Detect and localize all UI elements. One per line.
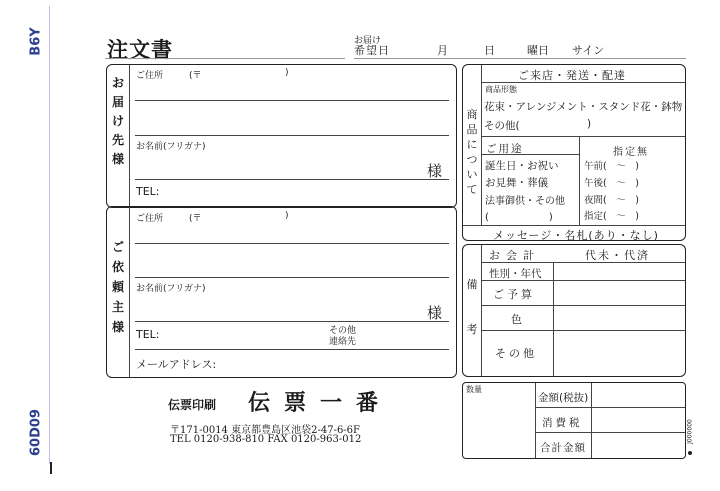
delivery-label-1: お届け <box>354 36 382 46</box>
delivery-label-2: 希望日 <box>354 44 390 57</box>
time-2: 午後( ～ ) <box>584 178 639 189</box>
purpose-2: お見舞・葬儀 <box>485 177 548 189</box>
remarks-side-label: 備 考 <box>466 278 478 336</box>
company-name: 伝票一番 <box>248 390 393 416</box>
address-label: ご住所 <box>136 71 164 81</box>
amount-label: 金額(税抜) <box>538 392 589 404</box>
qty-label: 数量 <box>466 385 482 394</box>
other-contact-label: 連絡先 <box>329 337 357 347</box>
company-phone: TEL 0120-938-810 FAX 0120-963-012 <box>170 434 362 445</box>
deliver-to-side-label: お 届 け 先 様 <box>111 76 124 166</box>
name-label: お名前(フリガナ) <box>136 142 206 152</box>
time-header: 指定無 <box>613 147 649 158</box>
tel-label: TEL: <box>136 185 160 198</box>
tax-label: 消費税 <box>542 417 583 429</box>
address-label: ご住所 <box>136 214 164 224</box>
total-label: 合計金額 <box>540 442 586 454</box>
purpose-1: 誕生日・お祝い <box>485 160 559 172</box>
sama-label: 様 <box>427 162 443 180</box>
remarks-box <box>462 244 686 377</box>
postal-mark: (〒 <box>189 214 202 224</box>
form-dot <box>688 451 692 455</box>
margin-line <box>49 6 50 464</box>
postal-close: ) <box>285 68 289 78</box>
tel-label: TEL: <box>136 328 160 341</box>
email-label: メールアドレス: <box>136 358 217 371</box>
sign-label: サイン <box>572 44 605 57</box>
totals-box <box>462 382 686 459</box>
remarks-row-4: その他 <box>495 347 537 360</box>
service-mode: ご来店・発送・配達 <box>518 69 626 82</box>
purpose-3: 法事御供・その他 <box>485 196 565 207</box>
remarks-row-3: 色 <box>511 313 522 326</box>
margin-tick <box>50 462 52 474</box>
company-prefix: 伝票印刷 <box>168 398 217 412</box>
requester-box <box>106 206 457 378</box>
weekday-label: 曜日 <box>527 44 549 57</box>
day-label: 日 <box>484 44 495 57</box>
purpose-4: ( ) <box>485 212 553 223</box>
form-other: その他( <box>484 120 520 132</box>
form-options: 花束・アレンジメント・スタンド花・鉢物 <box>484 101 683 113</box>
sama-label: 様 <box>427 304 443 322</box>
other-contact-label: その他 <box>329 326 357 336</box>
message-label: メッセージ・名札(あり・なし) <box>493 229 659 242</box>
header-underline <box>354 58 686 59</box>
month-label: 月 <box>437 44 448 57</box>
form-code-bottom: 60D09 <box>28 409 44 456</box>
purpose-label: ご用途 <box>486 143 524 155</box>
form-number: J000000 <box>686 419 694 444</box>
time-4: 指定( ～ ) <box>584 211 639 222</box>
form-label: 商品形態 <box>485 85 517 94</box>
time-3: 夜間( ～ ) <box>584 195 639 206</box>
remarks-row-2: ご予算 <box>493 288 535 301</box>
requester-side-label: ご 依 頼 主 様 <box>111 240 124 334</box>
deliver-to-box <box>106 64 457 208</box>
time-1: 午前( ～ ) <box>584 161 639 172</box>
postal-close: ) <box>285 211 289 221</box>
page-title: 注文書 <box>107 38 173 62</box>
remarks-row-1: 性別・年代 <box>489 268 542 280</box>
form-code-top: B6Y <box>28 27 44 56</box>
title-underline <box>105 58 345 59</box>
payment-label: 代未・代済 <box>585 249 650 262</box>
postal-mark: (〒 <box>189 71 202 81</box>
product-side-label: 商 品 に つ い て <box>466 108 478 196</box>
accounting-label: お会計 <box>489 249 540 262</box>
company-address: 〒171-0014 東京都豊島区池袋2-47-6-6F <box>170 425 360 436</box>
product-box <box>462 64 686 241</box>
name-label: お名前(フリガナ) <box>136 284 206 294</box>
form-other-close: ) <box>587 118 592 130</box>
